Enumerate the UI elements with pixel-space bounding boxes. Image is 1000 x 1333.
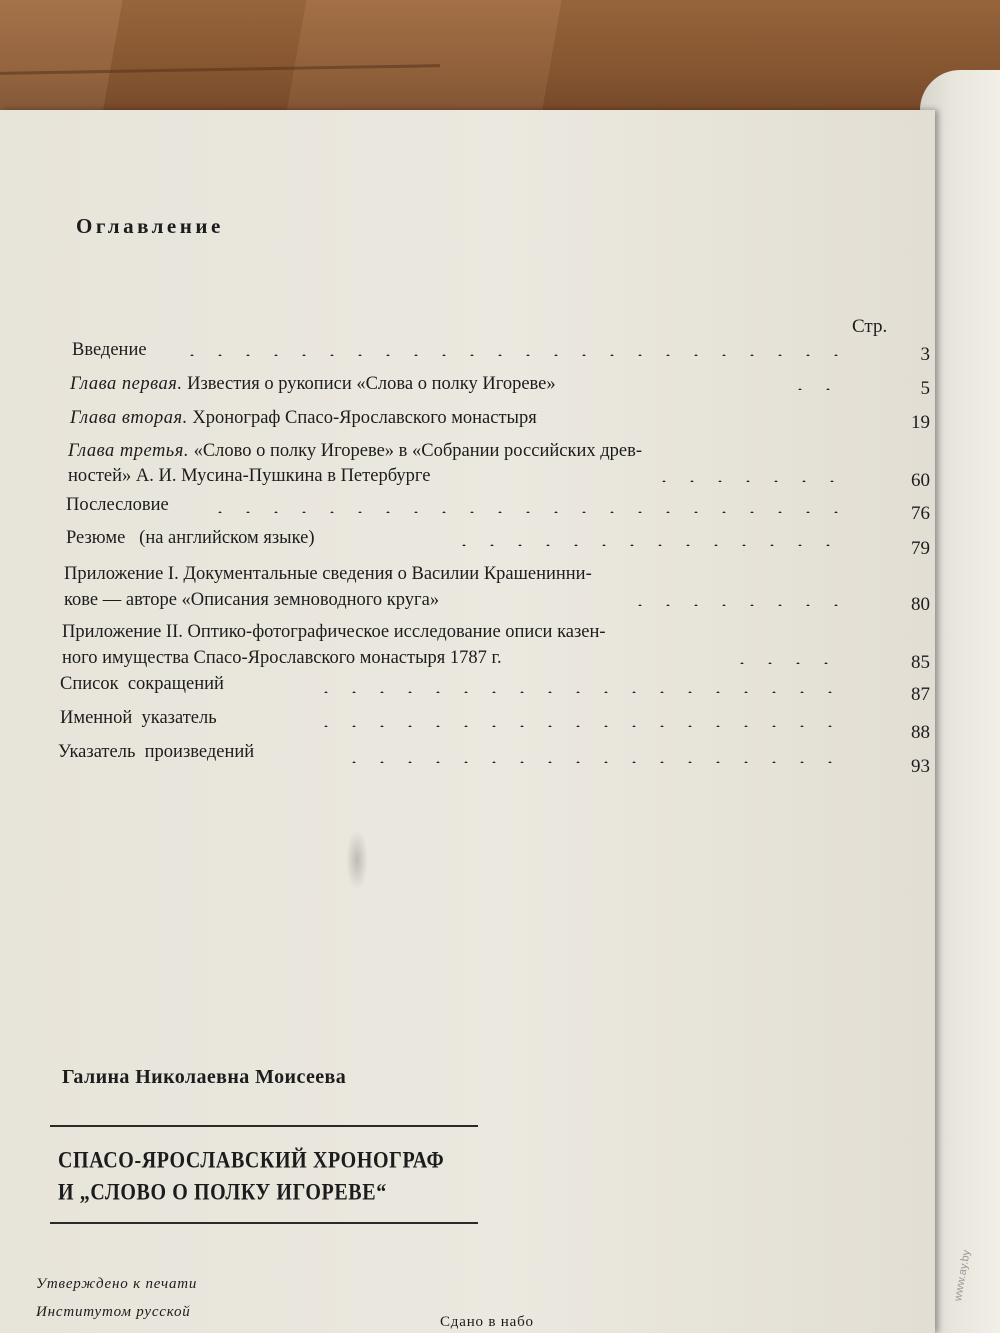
toc-entry-name-index[interactable] — [0, 708, 930, 743]
toc-entry-text: Резюме (на английском языке) — [66, 528, 315, 548]
imprint-institute: Институтом русской — [36, 1304, 191, 1320]
toc-entry-appendix-1[interactable] — [0, 564, 930, 620]
toc-entry-text: Введение — [72, 340, 147, 360]
toc-entry-chapter-1[interactable] — [0, 374, 930, 406]
toc-entry-appendix-2[interactable] — [0, 622, 930, 678]
toc-entry-summary[interactable] — [0, 528, 930, 560]
toc-entry-text: Список сокращений — [60, 674, 224, 694]
book-title-line-1: СПАСО-ЯРОСЛАВСКИЙ ХРОНОГРАФ — [58, 1148, 445, 1174]
leader-dots — [340, 761, 840, 763]
leader-dots — [626, 604, 840, 606]
toc-entry-text: Указатель произведений — [58, 742, 255, 762]
toc-entry-text-continued: ностей» А. И. Мусина-Пушкина в Петербурге — [68, 466, 431, 486]
leader-dots — [450, 544, 840, 546]
toc-entry-page: 79 — [911, 538, 930, 559]
author-name: Галина Николаевна Моисеева — [62, 1066, 347, 1088]
imprint-approved: Утверждено к печати — [36, 1276, 198, 1292]
site-watermark: www.ay.by — [952, 1249, 973, 1303]
page-column-label: Стр. — [852, 316, 888, 337]
leader-dots — [312, 691, 840, 693]
toc-entry-page: 60 — [911, 470, 930, 491]
toc-entry-chapter-2[interactable] — [0, 408, 930, 440]
wooden-table-background — [0, 0, 1000, 120]
divider-top — [50, 1125, 478, 1127]
imprint-typeset: Сдано в набо — [440, 1314, 534, 1330]
toc-entry-introduction[interactable] — [0, 340, 930, 370]
toc-entry-text: Именной указатель — [60, 708, 217, 728]
leader-dots — [650, 480, 840, 482]
toc-entry-works-index[interactable] — [0, 742, 930, 777]
toc-entry-text: Известия о рукописи «Слова о полку Игореве» — [187, 374, 556, 394]
leader-dots — [312, 725, 840, 727]
toc-entry-page: 93 — [911, 756, 930, 777]
chapter-prefix: Глава первая. — [70, 374, 183, 394]
toc-entry-page: 76 — [911, 503, 930, 524]
leader-dots — [178, 354, 838, 356]
book-title-line-2: И „СЛОВО О ПОЛКУ ИГОРЕВЕ“ — [58, 1180, 387, 1206]
toc-entry-page: 80 — [911, 594, 930, 615]
toc-heading: Оглавление — [76, 214, 224, 238]
toc-entry-text: Хронограф Спасо-Ярославского монастыря — [192, 408, 537, 428]
toc-entry-text: «Слово о полку Игореве» в «Собрании российских древ- — [193, 441, 642, 461]
toc-entry-text: Приложение II. Оптико-фотографическое исследование описи казен- — [62, 622, 606, 642]
toc-entry-page: 5 — [920, 378, 930, 399]
leader-dots — [786, 388, 836, 390]
toc-entry-abbreviations[interactable] — [0, 674, 930, 706]
toc-entry-page: 85 — [911, 652, 930, 673]
toc-entry-page: 87 — [911, 684, 930, 705]
toc-entry-page: 19 — [911, 412, 930, 433]
toc-entry-text: Приложение I. Документальные сведения о Василии Крашенинни- — [64, 564, 592, 584]
toc-entry-page: 88 — [911, 722, 930, 743]
ink-smudge — [346, 830, 368, 890]
toc-entry-text: Послесловие — [66, 495, 169, 515]
chapter-prefix: Глава вторая. — [70, 408, 188, 428]
toc-entry-page: 3 — [920, 344, 930, 365]
toc-entry-afterword[interactable] — [0, 495, 930, 527]
toc-entry-chapter-3[interactable] — [0, 441, 930, 497]
toc-entry-text-continued: ного имущества Спасо-Ярославского монастыря 1787 г. — [62, 648, 502, 668]
chapter-prefix: Глава третья. — [68, 441, 189, 461]
leader-dots — [206, 511, 840, 513]
divider-bottom — [50, 1222, 478, 1224]
leader-dots — [728, 662, 840, 664]
toc-entry-text-continued: кове — авторе «Описания земноводного круга» — [64, 590, 440, 610]
